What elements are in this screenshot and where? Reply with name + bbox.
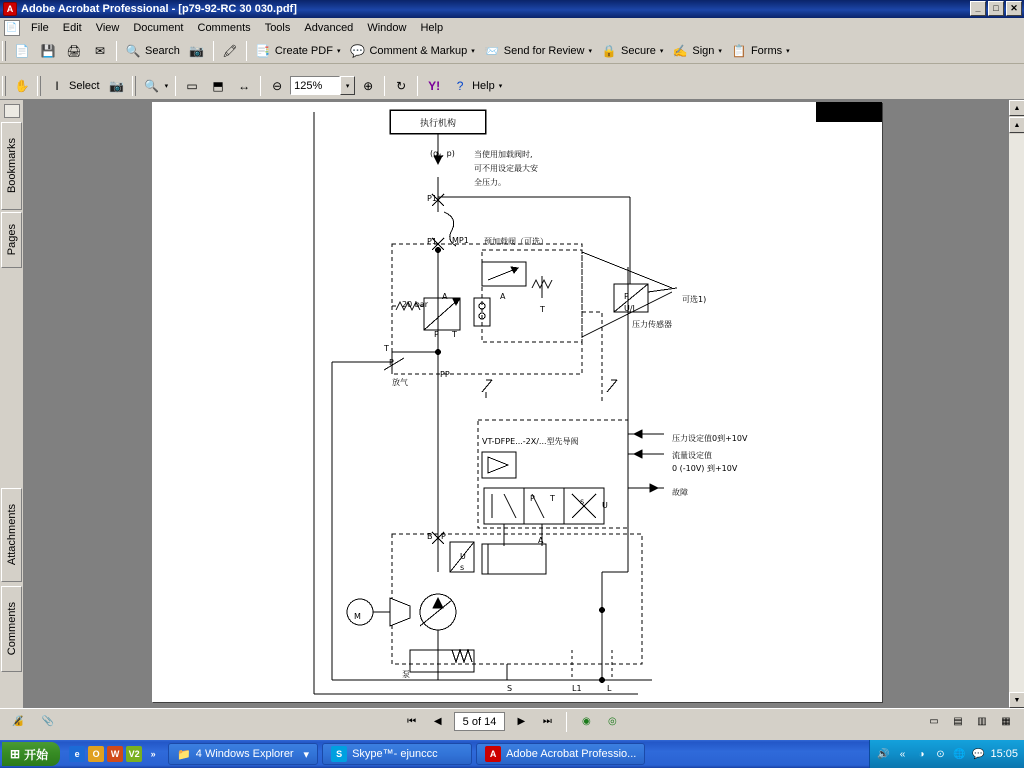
close-button[interactable]: ✕ <box>1006 1 1022 16</box>
fit-width-icon: ↔ <box>238 78 251 93</box>
vertical-scrollbar[interactable] <box>1008 100 1024 708</box>
schematic-label-21: 压力传感器 <box>632 320 672 329</box>
chevron-down-icon[interactable]: ▾ <box>336 47 341 55</box>
zoom-out-button[interactable] <box>264 75 290 97</box>
help-button[interactable] <box>447 75 506 97</box>
sidebar-tab-attachments[interactable] <box>1 488 22 582</box>
camera-icon: 📷 <box>189 43 205 58</box>
schematic-label-17: 放气 <box>392 378 408 387</box>
start-button[interactable] <box>2 742 60 766</box>
scroll-down-button[interactable]: ▼ <box>1009 692 1024 708</box>
zoom-in-button[interactable] <box>355 75 381 97</box>
zoom-level-input[interactable]: 125% <box>290 76 340 95</box>
menu-comments[interactable]: Comments <box>197 21 251 34</box>
tray-shield-icon[interactable]: ⊙ <box>936 748 945 760</box>
save-file-button[interactable] <box>35 40 61 62</box>
chevron-down-icon-2[interactable]: ▾ <box>471 47 475 55</box>
lock-icon: 🔒 <box>601 43 617 58</box>
schematic-label-4: P1 <box>427 194 437 203</box>
toolbar-separator-2 <box>213 41 214 61</box>
schematic-label-23: 压力设定值0到+10V <box>672 434 748 443</box>
chevron-down-icon-8[interactable]: ▾ <box>498 82 503 90</box>
actual-size-button[interactable] <box>179 75 205 97</box>
chevron-down-icon-7[interactable]: ▾ <box>164 82 169 90</box>
previous-page-button[interactable]: ◀ <box>428 712 448 732</box>
search-label: Search <box>145 44 180 57</box>
menu-view[interactable]: View <box>95 21 120 34</box>
zoom-in-icon: ⊕ <box>363 78 374 93</box>
continuous-facing-view-button[interactable]: ▦ <box>996 712 1016 732</box>
fit-page-button[interactable] <box>205 75 231 97</box>
schematic-label-8: A <box>442 292 448 301</box>
menu-help[interactable]: Help <box>420 21 444 34</box>
window-title: Adobe Acrobat Professional - [p79-92-RC 30 030.pdf] <box>21 3 297 15</box>
comment-icon: 💬 <box>349 43 365 58</box>
acrobat-icon: A <box>485 746 501 762</box>
skype-icon: S <box>331 746 347 762</box>
schematic-label-5: MP1 <box>452 236 469 245</box>
open-file-icon: 📄 <box>14 43 30 58</box>
zoom-tool-button[interactable] <box>139 75 173 97</box>
fit-width-button[interactable] <box>231 75 257 97</box>
save-file-icon: 💾 <box>40 43 56 58</box>
forms-button[interactable] <box>726 40 794 62</box>
toolbar-grip-3[interactable] <box>37 76 41 96</box>
menu-file[interactable]: File <box>31 21 49 34</box>
comment-markup-label: Comment & Markup <box>369 44 468 57</box>
secondary-toolbar <box>0 72 1024 100</box>
taskbar-item-explorer-label: 4 Windows Explorer <box>195 748 294 760</box>
page-icon: ▭ <box>186 78 198 93</box>
status-bar <box>0 708 1024 734</box>
status-right-group <box>924 712 1016 732</box>
taskbar-item-skype[interactable] <box>322 743 472 765</box>
toolbar-separator-6 <box>384 76 385 96</box>
toolbar-grip-4[interactable] <box>132 76 136 96</box>
highlighter-icon: 🖍 <box>222 43 238 58</box>
schematic-label-9: A <box>500 292 506 301</box>
rotate-icon: ↻ <box>396 78 407 93</box>
schematic-label-20: 可选1) <box>682 295 707 304</box>
document-view[interactable] <box>24 100 1008 708</box>
status-left-group <box>8 712 58 732</box>
attachment-icon[interactable]: 📎 <box>38 712 58 732</box>
clock[interactable]: 15:05 <box>990 748 1018 760</box>
word-icon[interactable]: W <box>107 746 123 762</box>
nav-icon-top <box>4 104 20 118</box>
camera-icon-2: 📷 <box>109 78 125 93</box>
schematic-label-31: A <box>538 536 544 545</box>
schematic-label-32: B <box>427 532 433 541</box>
start-label: 开始 <box>24 747 49 762</box>
title-bar <box>0 0 1024 18</box>
menu-edit[interactable]: Edit <box>62 21 82 34</box>
system-tray <box>869 740 1024 768</box>
sidebar-tab-pages[interactable] <box>1 212 22 268</box>
schematic-label-38: S <box>507 684 513 693</box>
snapshot-button[interactable] <box>184 40 210 62</box>
facing-view-button[interactable]: ▥ <box>972 712 992 732</box>
snapshot-tool-button[interactable] <box>104 75 130 97</box>
schematic-label-28: T <box>550 494 555 503</box>
schematic-label-25: 0 (-10V) 到+10V <box>672 464 738 473</box>
search-button[interactable] <box>120 40 184 62</box>
folder-icon: 📁 <box>177 748 191 761</box>
taskbar-item-acrobat[interactable] <box>476 743 645 765</box>
forms-icon: 📋 <box>731 43 747 58</box>
schematic-label-30: U <box>602 501 608 510</box>
secure-label: Secure <box>621 44 656 57</box>
create-pdf-icon: 📑 <box>255 43 271 58</box>
volume-icon[interactable]: 🔊 <box>877 748 890 760</box>
schematic-label-33: P <box>441 532 446 541</box>
last-page-button[interactable]: ⏭ <box>537 712 557 732</box>
create-pdf-label: Create PDF <box>274 44 333 57</box>
document-icon: 📄 <box>4 20 20 36</box>
create-pdf-button[interactable] <box>250 40 345 62</box>
main-toolbar <box>0 38 1024 64</box>
signature-icon[interactable]: 🔏 <box>8 712 28 732</box>
toolbar-grip-2[interactable] <box>2 76 6 96</box>
schematic-label-16: PP <box>440 370 450 379</box>
tray-status-icon[interactable]: ◑ <box>918 748 925 760</box>
toolbar-separator-5 <box>260 76 261 96</box>
scroll-up-page-button[interactable]: ▲ <box>1009 117 1024 133</box>
help-label: Help <box>472 79 495 92</box>
sidebar-tab-attachments-label: Attachments <box>5 504 18 566</box>
taskbar <box>0 740 1024 768</box>
outlook-icon[interactable]: O <box>88 746 104 762</box>
taskbar-item-skype-label: Skype™- ejunccc <box>352 748 438 760</box>
sidebar-tab-pages-label: Pages <box>5 224 18 256</box>
navigation-pane <box>0 100 24 708</box>
schematic-label-39: L1 <box>572 684 582 693</box>
schematic-label-19: U/I <box>624 304 635 313</box>
secure-button[interactable] <box>596 40 667 62</box>
send-review-icon: 📨 <box>484 43 500 58</box>
schematic-label-22: VT-DFPE...-2X/...型先导阀 <box>482 437 579 446</box>
schematic-label-14: T <box>384 344 389 353</box>
next-page-button[interactable]: ▶ <box>511 712 531 732</box>
open-file-button[interactable] <box>9 40 35 62</box>
schematic-label-10: T <box>540 305 545 314</box>
schematic-title-box: 执行机构 <box>390 110 486 134</box>
schematic-label-12: P <box>434 330 439 339</box>
chevron-down-icon-3[interactable]: ▾ <box>588 47 593 55</box>
maximize-button[interactable]: □ <box>988 1 1004 16</box>
chevron-down-icon-4[interactable]: ▾ <box>659 47 664 55</box>
v2-icon[interactable]: V2 <box>126 746 142 762</box>
taskbar-item-acrobat-label: Adobe Acrobat Professio... <box>506 748 637 760</box>
hydraulic-schematic <box>152 102 882 702</box>
schematic-label-15: P <box>389 358 394 367</box>
email-icon: ✉ <box>94 43 106 58</box>
schematic-label-2: 可不用设定最大安 <box>474 164 538 173</box>
next-view-button[interactable]: ◎ <box>602 712 622 732</box>
toolbar-grip[interactable] <box>2 41 6 61</box>
send-for-review-label: Send for Review <box>503 44 585 57</box>
schematic-label-7: P1 <box>427 237 437 246</box>
schematic-label-3: 全压力。 <box>474 178 506 187</box>
zoom-out-icon: ⊖ <box>272 78 283 93</box>
schematic-label-11: 20 bar <box>402 300 428 309</box>
schematic-label-26: 故障 <box>672 488 688 497</box>
schematic-svg <box>152 102 882 702</box>
yahoo-toolbar-button[interactable] <box>421 75 447 97</box>
schematic-label-6: 预加载阀（可选） <box>484 237 548 246</box>
network-icon[interactable]: 🌐 <box>953 748 966 760</box>
pdf-page <box>152 102 882 702</box>
status-separator <box>566 712 567 732</box>
fit-page-icon: ⬒ <box>212 78 224 93</box>
select-label: Select <box>69 79 100 92</box>
scroll-track[interactable] <box>1009 134 1024 692</box>
single-page-view-button[interactable]: ▭ <box>924 712 944 732</box>
menu-bar <box>0 18 1024 38</box>
search-icon: 🔍 <box>125 43 141 58</box>
rotate-button[interactable] <box>388 75 414 97</box>
pen-icon: ✍ <box>672 43 688 58</box>
sign-button[interactable] <box>667 40 726 62</box>
hand-icon: ✋ <box>14 78 30 93</box>
yahoo-icon: Y! <box>428 78 441 93</box>
scroll-up-button[interactable]: ▲ <box>1009 100 1024 116</box>
more-icon[interactable]: » <box>150 749 156 759</box>
schematic-label-37: 泵 <box>402 670 410 679</box>
toolbar-separator-3 <box>246 41 247 61</box>
sidebar-tab-bookmarks[interactable] <box>1 122 22 210</box>
toolbar-separator <box>116 41 117 61</box>
schematic-label-13: T <box>452 330 457 339</box>
comment-markup-button[interactable] <box>344 40 478 62</box>
quick-launch <box>64 742 166 766</box>
schematic-label-40: L <box>607 684 612 693</box>
continuous-view-button[interactable]: ▤ <box>948 712 968 732</box>
previous-view-button[interactable]: ◉ <box>576 712 596 732</box>
text-select-icon: I <box>55 78 59 93</box>
sign-label: Sign <box>692 44 715 57</box>
chevron-down-icon-5[interactable]: ▾ <box>718 47 722 55</box>
menu-advanced[interactable]: Advanced <box>304 21 354 34</box>
page-number-input[interactable]: 5 of 14 <box>454 712 506 731</box>
hand-tool-button[interactable] <box>9 75 35 97</box>
print-button[interactable] <box>61 40 87 62</box>
schematic-label-36: M <box>354 612 361 621</box>
highlight-button[interactable] <box>217 40 243 62</box>
chevron-down-icon-6[interactable]: ▾ <box>786 47 790 55</box>
menu-window[interactable]: Window <box>367 21 407 34</box>
forms-label: Forms <box>750 44 783 57</box>
schematic-label-35: s <box>460 563 465 572</box>
sidebar-tab-bookmarks-label: Bookmarks <box>5 138 18 194</box>
first-page-button[interactable]: ⏮ <box>402 712 422 732</box>
send-for-review-button[interactable] <box>479 40 596 62</box>
sidebar-tab-comments[interactable] <box>1 586 22 672</box>
minimize-button[interactable]: _ <box>970 1 986 16</box>
schematic-label-27: P <box>530 494 535 503</box>
tray-expand-icon[interactable]: « <box>899 748 906 760</box>
start-flag-icon: ⊞ <box>10 747 21 761</box>
schematic-label-0: (qᵥ, p) <box>430 149 455 158</box>
taskbar-item-explorer[interactable] <box>168 743 318 765</box>
app-icon: A <box>3 2 17 16</box>
email-button[interactable] <box>87 40 113 62</box>
schematic-label-29: s <box>580 497 585 506</box>
zoom-dropdown-button[interactable]: ▾ <box>340 76 355 95</box>
schematic-label-24: 流量设定值 <box>672 451 712 460</box>
help-icon: ? <box>456 78 464 93</box>
toolbar-separator-7 <box>417 76 418 96</box>
messenger-icon[interactable]: 💬 <box>972 748 985 760</box>
print-icon: 🖨 <box>66 43 82 58</box>
chevron-down-icon-9[interactable]: ▾ <box>303 748 310 761</box>
toolbar-separator-4 <box>175 76 176 96</box>
magnifier-icon: 🔍 <box>144 78 160 93</box>
schematic-label-34: U <box>460 552 466 561</box>
sidebar-tab-comments-label: Comments <box>5 602 18 656</box>
select-tool-button[interactable] <box>44 75 104 97</box>
schematic-label-1: 当使用加载阀时, <box>474 150 533 159</box>
window-controls <box>970 1 1022 16</box>
schematic-label-18: P <box>624 292 629 301</box>
ie-icon[interactable]: e <box>69 746 85 762</box>
menu-tools[interactable]: Tools <box>264 21 291 34</box>
menu-document[interactable]: Document <box>133 21 184 34</box>
